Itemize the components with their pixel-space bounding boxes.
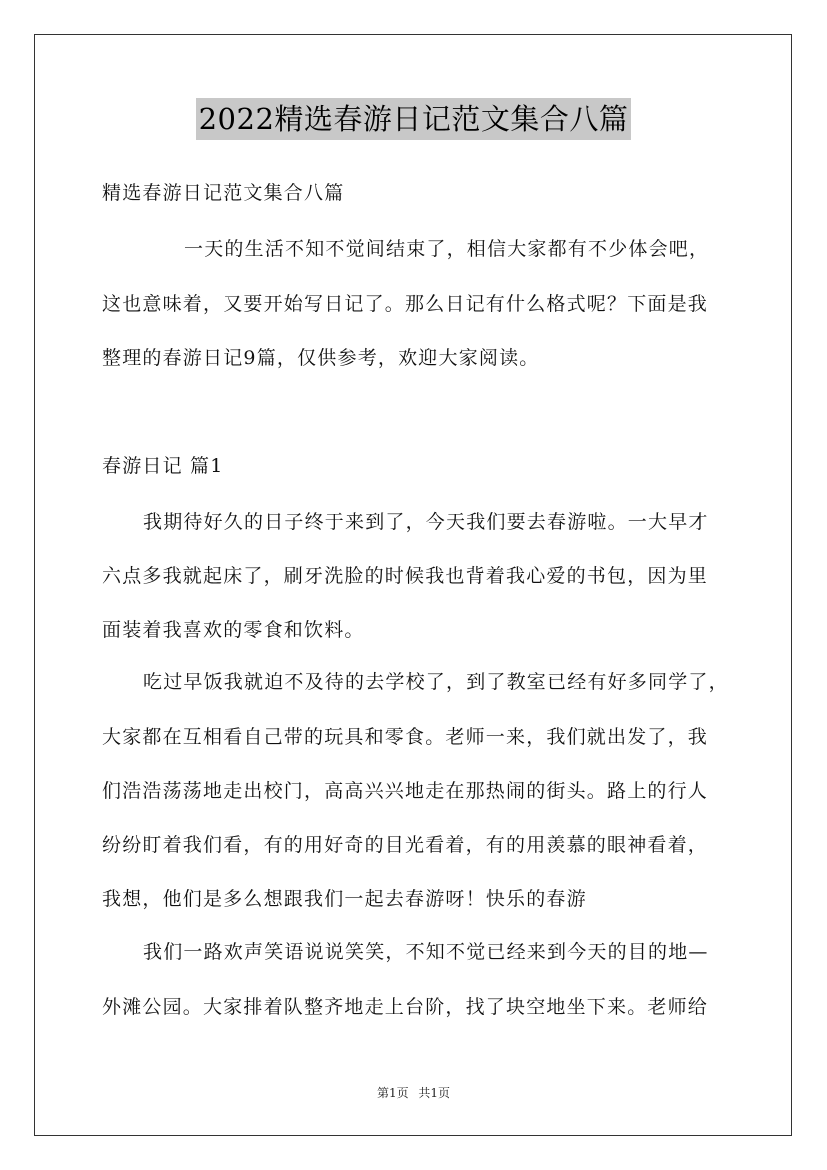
intro-line-1: 一天的生活不知不觉间结束了，相信大家都有不少体会吧， xyxy=(184,238,710,260)
page-number: 第1页 xyxy=(376,1086,409,1100)
paragraph-3-line-1: 我们一路欢声笑语说说笑笑，不知不觉已经来到今天的目的地— xyxy=(143,941,709,963)
paragraph-2-line-4: 纷纷盯着我们看，有的用好奇的目光看着，有的用羡慕的眼神看着， xyxy=(102,834,709,856)
paragraph-1-line-2: 六点多我就起床了，刷牙洗脸的时候我也背着我心爱的书包，因为里 xyxy=(102,565,709,587)
paragraph-2-line-3: 们浩浩荡荡地走出校门，高高兴兴地走在那热闹的街头。路上的行人 xyxy=(102,780,709,802)
paragraph-1-line-3: 面装着我喜欢的零食和饮料。 xyxy=(102,619,365,641)
subtitle-line: 精选春游日记范文集合八篇 xyxy=(102,182,345,204)
page-total: 共1页 xyxy=(418,1086,451,1100)
title-container xyxy=(0,98,827,140)
intro-line-3: 整理的春游日记9篇，仅供参考，欢迎大家阅读。 xyxy=(102,347,540,369)
intro-line-2: 这也意味着，又要开始写日记了。那么日记有什么格式呢？下面是我 xyxy=(102,293,709,315)
page-footer xyxy=(0,1084,827,1101)
paragraph-2-line-5: 我想，他们是多么想跟我们一起去春游呀！快乐的春游 xyxy=(102,888,587,910)
section-heading: 春游日记 篇1 xyxy=(102,455,224,477)
paragraph-2-line-1: 吃过早饭我就迫不及待的去学校了，到了教室已经有好多同学了， xyxy=(143,671,729,693)
paragraph-1-line-1: 我期待好久的日子终于来到了，今天我们要去春游啦。一大早才 xyxy=(143,511,709,533)
document-title: 2022精选春游日记范文集合八篇 xyxy=(196,98,632,140)
paragraph-2-line-2: 大家都在互相看自己带的玩具和零食。老师一来，我们就出发了，我 xyxy=(102,726,709,748)
paragraph-3-line-2: 外滩公园。大家排着队整齐地走上台阶，找了块空地坐下来。老师给 xyxy=(102,996,709,1018)
